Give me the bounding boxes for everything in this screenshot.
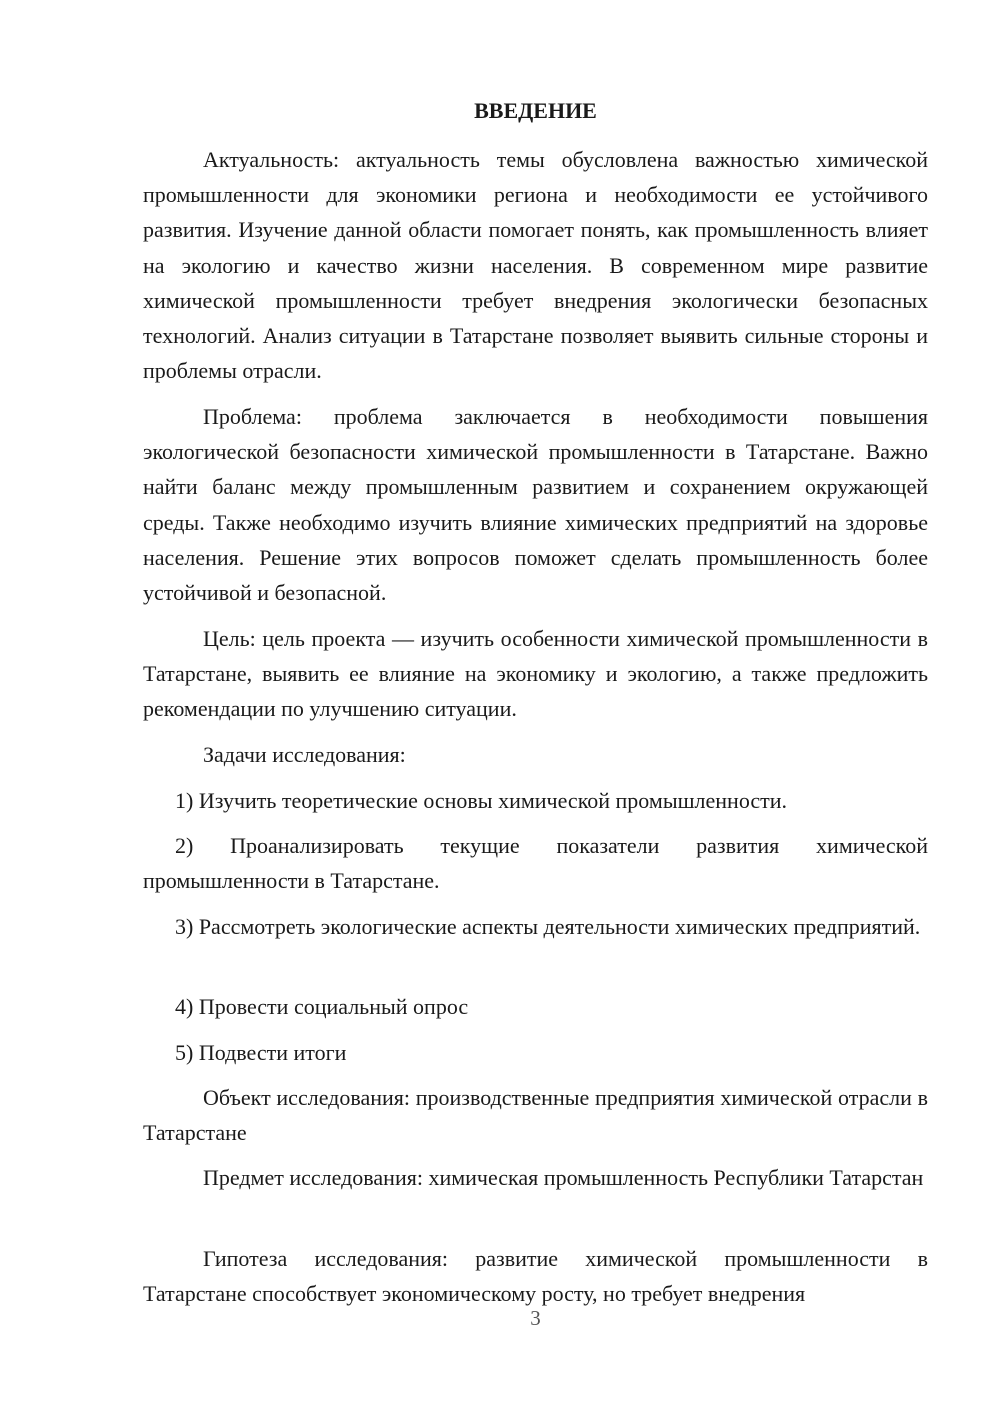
page-number: 3 bbox=[530, 1306, 541, 1330]
task-item-1: 1) Изучить теоретические основы химической промышленности. bbox=[175, 788, 788, 813]
relevance-paragraph: Актуальность: актуальность темы обусловлена важностью химической промышленности для экономики региона и необходимости ее устойчивого развития. Изучение данной области помогает понять, как промышленность влияет на экологию и качество жизни населения. В современном мире развитие химической промышленности требует внедрения экологически безопасных технологий. Анализ ситуации в Татарстане позволяет выявить сильные стороны и проблемы отрасли. bbox=[143, 147, 928, 384]
task-item-3: 3) Рассмотреть экологические аспекты деятельности химических предприятий. bbox=[175, 914, 921, 939]
hypothesis-paragraph: Гипотеза исследования: развитие химической промышленности в Татарстане способствует экономическому росту, но требует внедрения bbox=[143, 1246, 928, 1307]
problem-paragraph: Проблема: проблема заключается в необходимости повышения экологической безопасности химической промышленности в Татарстане. Важно найти баланс между промышленным развитием и сохранением окружающей среды. Также необходимо изучить влияние химических предприятий на здоровье населения. Решение этих вопросов поможет сделать промышленность более устойчивой и безопасной. bbox=[143, 404, 928, 606]
object-paragraph: Объект исследования: производственные предприятия химической отрасли в Татарстане bbox=[143, 1085, 928, 1146]
task-item-4: 4) Провести социальный опрос bbox=[175, 994, 469, 1019]
subject-paragraph: Предмет исследования: химическая промышленность Республики Татарстан bbox=[203, 1165, 924, 1190]
goal-paragraph: Цель: цель проекта — изучить особенности химической промышленности в Татарстане, выявить ее влияние на экономику и экологию, а также предложить рекомендации по улучшению ситуации. bbox=[143, 626, 928, 722]
page-title: ВВЕДЕНИЕ bbox=[474, 98, 597, 123]
task-item-5: 5) Подвести итоги bbox=[175, 1040, 347, 1065]
tasks-title: Задачи исследования: bbox=[203, 742, 406, 767]
task-item-2: 2) Проанализировать текущие показатели развития химической промышленности в Татарстане. bbox=[143, 833, 928, 894]
